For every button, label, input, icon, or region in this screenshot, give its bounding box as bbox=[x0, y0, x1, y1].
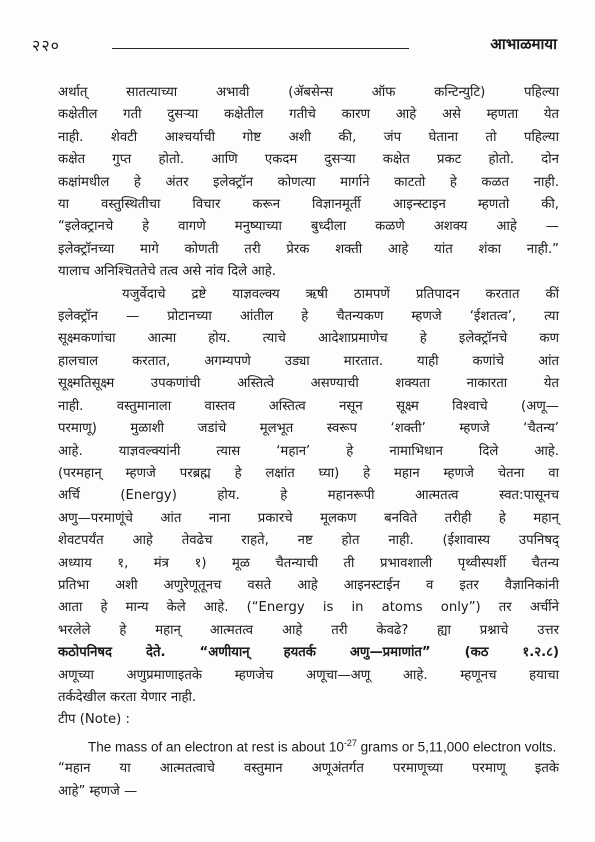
text-line: तर्कदेखील करता येणार नाही. bbox=[58, 689, 197, 705]
text-line: अर्चि (Energy) होय. हे महानरूपी आत्मतत्व स्वत:पासूनच bbox=[58, 488, 559, 504]
text-line: अणूच्या अणुप्रमाणाइतके म्हणजेच अणूचा—अणू आहे. म्हणूनच हयाचा bbox=[58, 667, 559, 683]
text-line: सूक्ष्मतिसूक्ष्म उपकणांची अस्तित्वे असण्याची शक्यता नाकारता येत bbox=[58, 376, 559, 392]
text-line: इलेक्ट्रॉनच्या मागे कोणती तरी प्रेरक शक्ती आहे यांत शंका नाही.” bbox=[58, 241, 559, 257]
text-line: इलेक्ट्रॉन — प्रोटानच्या आंतील हे चैतन्यकण म्हणजे ‘ईशतत्व’, त्या bbox=[58, 309, 559, 325]
text-line: या वस्तुस्थितीचा विचार करून विज्ञानमूर्ती आइन्स्टाइन म्हणतो की, bbox=[58, 197, 559, 213]
text-line: यजुर्वेदाचे द्रष्टे याज्ञवल्क्य ऋषी ठामपणें प्रतिपादन करतात कीं bbox=[122, 286, 559, 302]
text-line: भरलेले हे महान् आत्मतत्व आहे तरी केवढे? ह्या प्रश्नाचे उत्तर bbox=[58, 622, 559, 638]
text-line: शेवटपर्यंत आहे तेवढेच राहते, नष्ट होत नाही. (ईशावास्य उपनिषद् bbox=[58, 533, 559, 549]
text-line: कक्षेत गुप्त होतो. आणि एकदम दुसऱ्या कक्षेत प्रकट होतो. दोन bbox=[58, 152, 559, 168]
text-line: नाही. शेवटी आश्चर्याची गोष्ट अशी की, जंप घेताना तो पहिल्या bbox=[58, 129, 559, 145]
text-line: सूक्ष्मकणांचा आत्मा होय. त्याचे आदेशाप्रमाणेच हे इलेक्ट्रॉनचे कण bbox=[58, 331, 559, 347]
text-line: अणु—परमाणूंचे आंत नाना प्रकारचे मूलकण बनविते तरीही हे महान् bbox=[58, 510, 559, 526]
text-line: (परमहान् म्हणजे परब्रह्म हे लक्षांत घ्या) हे महान म्हणजे चेतना वा bbox=[58, 465, 559, 481]
text-line: हालचाल करतात, अगम्यपणे उड्या मारतात. याही कणांचे आंत bbox=[58, 353, 559, 369]
note-exponent: -27 bbox=[343, 737, 357, 748]
text-line: अध्याय १, मंत्र १) मूळ चैतन्याची ती प्रभावशाली पृथ्वीस्पर्शी चैतन्य bbox=[58, 555, 559, 571]
text-line: परमाणू) मुळाशी जडांचे मूलभूत स्वरूप ‘शक्ती’ म्हणजे ‘चैतन्य’ bbox=[58, 421, 559, 437]
text-line: कक्षांमधील हे अंतर इलेक्ट्रॉन कोणत्या मार्गाने काटतो हे कळत नाही. bbox=[58, 174, 559, 190]
text-line: यालाच अनिश्चिततेचे तत्व असे नांव दिले आहे. bbox=[58, 264, 276, 280]
closing-line: आहे” म्हणजे — bbox=[58, 783, 138, 799]
text-line: आहे. याज्ञवल्क्यांनी त्यास ‘महान’ हे नामाभिधान दिले आहे. bbox=[58, 443, 559, 459]
text-line: अर्थात् सातत्याच्या अभावी (ॲबसेन्स ऑफ कन्टिन्युटि) पहिल्या bbox=[58, 85, 559, 100]
page-header bbox=[32, 34, 557, 56]
text-line: “इलेक्ट्रानचे हे वागणे मनुष्याच्या बुध्दीला कळणे अशक्य आहे — bbox=[58, 219, 559, 235]
text-line: नाही. वस्तुमानाला वास्तव अस्तित्व नसून सूक्ष्म विश्वाचे (अणू— bbox=[58, 398, 559, 414]
page-number: २२० bbox=[32, 36, 60, 55]
header-rule bbox=[112, 48, 409, 49]
text-line: कठोपनिषद देते. “अणीयान् हयतर्क अणु—प्रमाणांत” (कठ १.२.८) bbox=[58, 645, 559, 661]
running-title: आभाळमाया bbox=[490, 35, 557, 53]
text-line: आता हे मान्य केले आहे. (“Energy is in atoms only”) तर अर्चीने bbox=[58, 600, 559, 616]
note-text-after: grams or 5,11,000 electron volts. bbox=[356, 739, 557, 755]
closing-line: “महान या आत्मतत्वाचे वस्तुमान अणूअंतर्गत परमाणूच्या परमाणू इतके bbox=[58, 761, 559, 777]
note-heading: टीप (Note) : bbox=[58, 712, 130, 728]
text-line: कक्षेतील गती दुसऱ्या कक्षेतील गतीचे कारण आहे असे म्हणता येत bbox=[58, 107, 559, 123]
page-body bbox=[58, 82, 559, 803]
note-text bbox=[88, 735, 559, 756]
text-line: प्रतिभा अशी अणुरेणूतूनच वसते आहे आइनस्टाईन व इतर वैज्ञानिकांनी bbox=[58, 577, 559, 593]
note-text-before: The mass of an electron at rest is about 10 bbox=[88, 739, 344, 755]
